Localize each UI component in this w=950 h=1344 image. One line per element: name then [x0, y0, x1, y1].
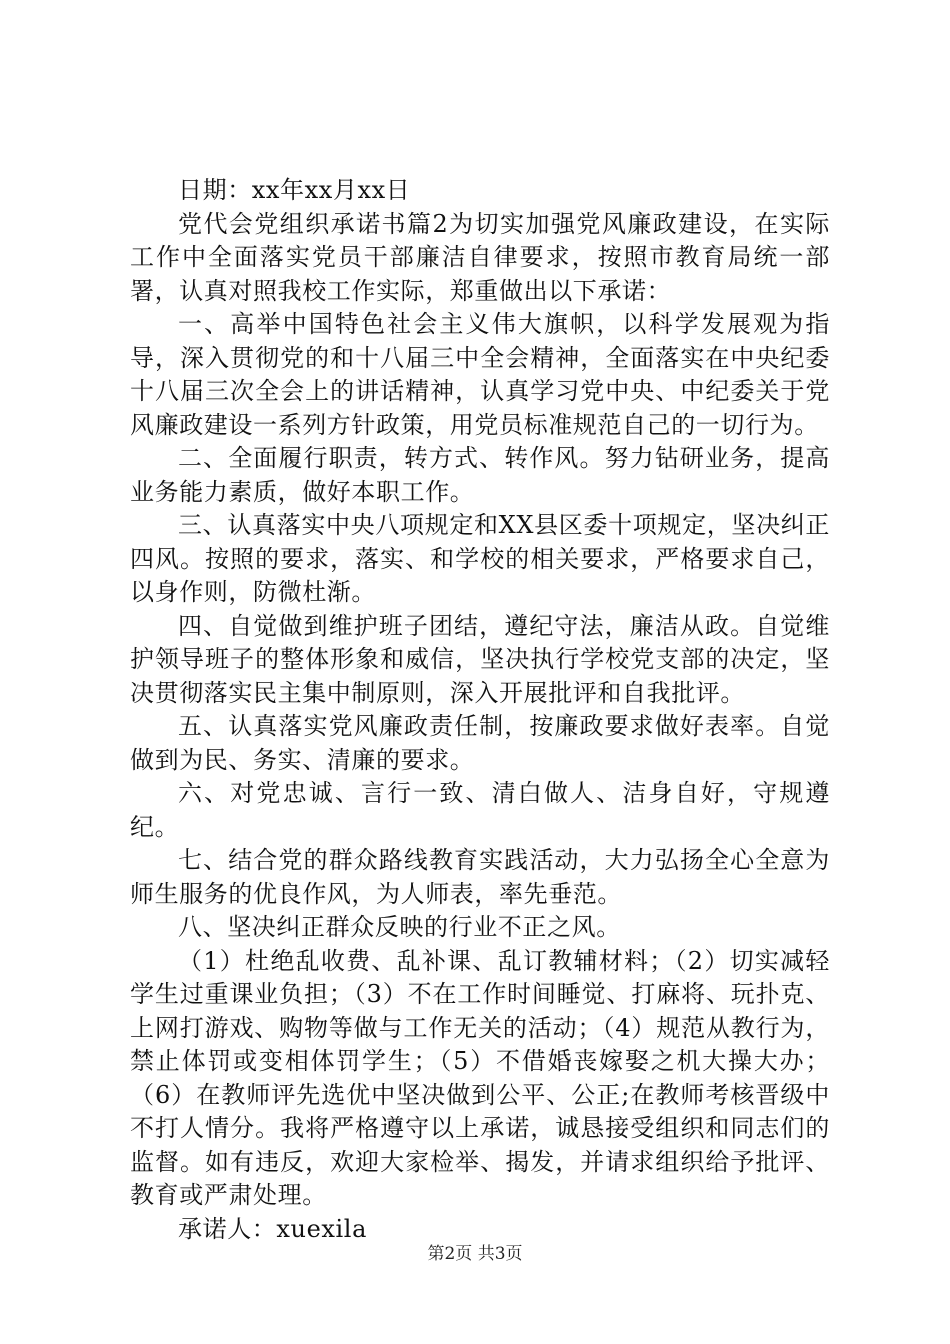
paragraph-item-5: 五、认真落实党风廉政责任制，按廉政要求做好表率。自觉做到为民、务实、清廉的要求。: [130, 712, 830, 774]
page-footer: 第2页 共3页: [427, 1244, 523, 1264]
paragraph-item-4: 四、自觉做到维护班子团结，遵纪守法，廉洁从政。自觉维护领导班子的整体形象和威信，坚决执行学校党支部的决定，坚决贯彻落实民主集中制原则，深入开展批评和自我批评。: [130, 611, 830, 707]
paragraph-item-8: 八、坚决纠正群众反映的行业不正之风。: [178, 913, 621, 941]
paragraph-item-6: 六、对党忠诚、言行一致、清白做人、洁身自好，守规遵纪。: [130, 779, 830, 841]
paragraph-item-1: 一、高举中国特色社会主义伟大旗帜，以科学发展观为指导，深入贯彻党的和十八届三中全会精神，全面落实在中央纪委十八届三次全会上的讲话精神，认真学习党中央、中纪委关于党风廉政建设一系列方针政策，用党员标准规范自己的一切行为。: [130, 310, 830, 439]
paragraph-item-7: 七、结合党的群众路线教育实践活动，大力弘扬全心全意为师生服务的优良作风，为人师表，率先垂范。: [130, 846, 830, 908]
paragraph-intro: 党代会党组织承诺书篇2为切实加强党风廉政建设，在实际工作中全面落实党员干部廉洁自律要求，按照市教育局统一部署，认真对照我校工作实际，郑重做出以下承诺：: [130, 209, 830, 305]
date-line: 日期：xx年xx月xx日: [178, 176, 411, 204]
document-body: [130, 174, 830, 1246]
signer-line: 承诺人：xuexila: [178, 1214, 367, 1243]
paragraph-sub-items: （1）杜绝乱收费、乱补课、乱订教辅材料；（2）切实减轻学生过重课业负担；（3）不在工作时间睡觉、打麻将、玩扑克、上网打游戏、购物等做与工作无关的活动；（4）规范从教行为，禁止体罚或变相体罚学生；（5）不借婚丧嫁娶之机大操大办；（6）在教师评先选优中坚决做到公平、公正;在教师考核晋级中不打人情分。我将严格遵守以上承诺，诚恳接受组织和同志们的监督。如有违反，欢迎大家检举、揭发，并请求组织给予批评、教育或严肃处理。: [130, 946, 830, 1209]
paragraph-item-2: 二、全面履行职责，转方式、转作风。努力钻研业务，提高业务能力素质，做好本职工作。: [130, 444, 830, 506]
paragraph-item-3: 三、认真落实中央八项规定和XX县区委十项规定，坚决纠正四风。按照的要求，落实、和学校的相关要求，严格要求自己，以身作则，防微杜渐。: [130, 511, 830, 606]
